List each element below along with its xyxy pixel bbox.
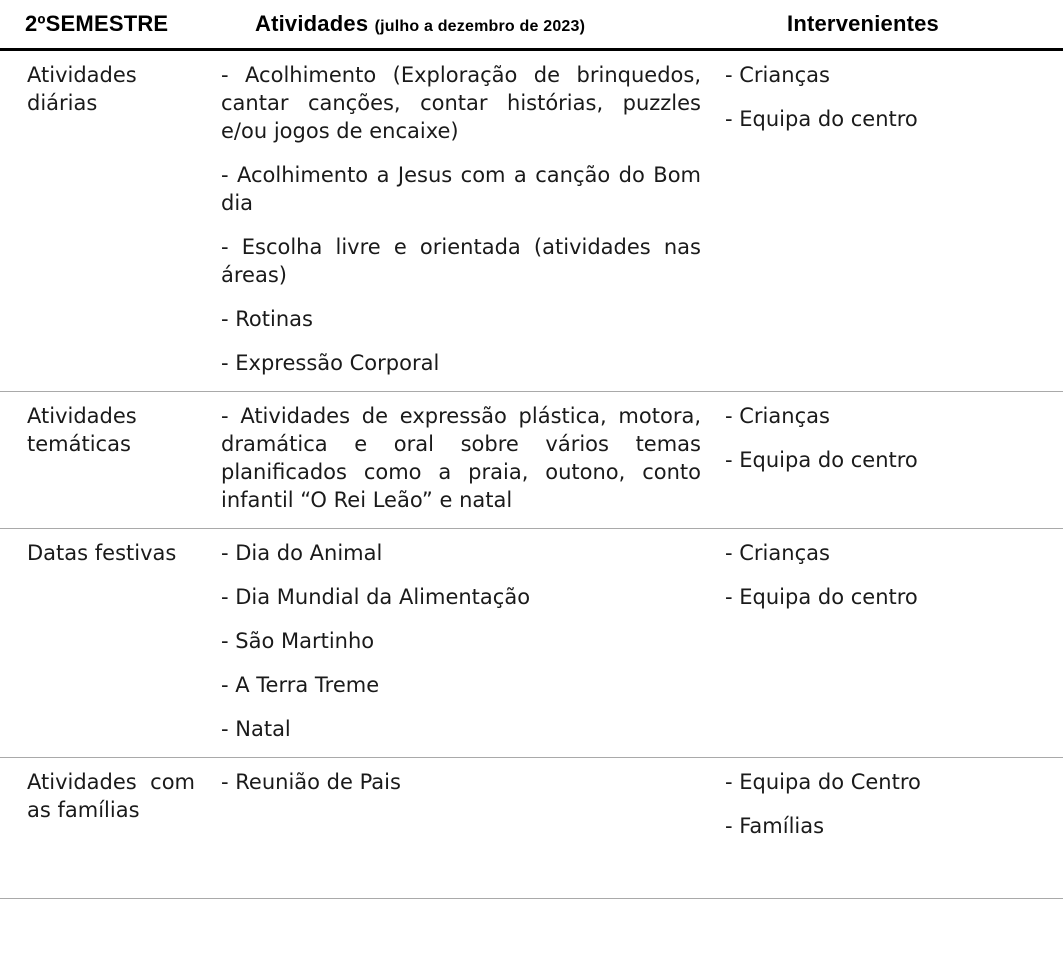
activities-cell (207, 529, 711, 758)
activities-cell (207, 392, 711, 529)
table-row (0, 758, 1063, 899)
activity-item: - A Terra Treme (221, 673, 380, 697)
activity-item: - Escolha livre e orientada (atividades nas áreas) (221, 235, 701, 287)
participant-item: - Crianças (725, 63, 830, 87)
table-row (0, 392, 1063, 529)
category-cell: Atividades com as famílias (0, 758, 207, 899)
activities-header-title: Atividades (255, 11, 369, 36)
activity-item: - Natal (221, 717, 291, 741)
participants-cell (711, 529, 1063, 758)
table-row (0, 50, 1063, 392)
activity-item: - Dia Mundial da Alimentação (221, 585, 531, 609)
activities-header (207, 0, 711, 50)
activity-item: - São Martinho (221, 629, 375, 653)
category-cell: Atividades temáticas (0, 392, 207, 529)
participant-item: - Equipa do Centro (725, 770, 921, 794)
participants-cell (711, 50, 1063, 392)
participant-item: - Equipa do centro (725, 585, 918, 609)
participant-item: - Crianças (725, 541, 830, 565)
participant-item: - Crianças (725, 404, 830, 428)
semester-header: 2ºSEMESTRE (0, 0, 207, 50)
table-row (0, 529, 1063, 758)
category-cell: Atividades diárias (0, 50, 207, 392)
participant-item: - Equipa do centro (725, 448, 918, 472)
activity-item: - Acolhimento a Jesus com a canção do Bom dia (221, 163, 701, 215)
participants-cell (711, 392, 1063, 529)
header-row (0, 0, 1063, 50)
activity-item: - Acolhimento (Exploração de brinquedos, cantar canções, contar histórias, puzzles e/ou jogos de encaixe) (221, 63, 701, 143)
table-header (0, 0, 1063, 50)
activity-item: - Atividades de expressão plástica, motora, dramática e oral sobre vários temas planificados como a praia, outono, conto infantil “O Rei Leão” e natal (221, 404, 701, 512)
activity-item: - Reunião de Pais (221, 770, 401, 794)
activities-header-period: (julho a dezembro de 2023) (374, 18, 586, 35)
activity-item: - Dia do Animal (221, 541, 383, 565)
participant-item: - Equipa do centro (725, 107, 918, 131)
activity-item: - Expressão Corporal (221, 351, 440, 375)
participants-cell (711, 758, 1063, 899)
participant-item: - Famílias (725, 814, 825, 838)
activity-item: - Rotinas (221, 307, 313, 331)
category-cell: Datas festivas (0, 529, 207, 758)
activities-cell (207, 50, 711, 392)
participants-header: Intervenientes (711, 0, 1063, 50)
activities-cell (207, 758, 711, 899)
